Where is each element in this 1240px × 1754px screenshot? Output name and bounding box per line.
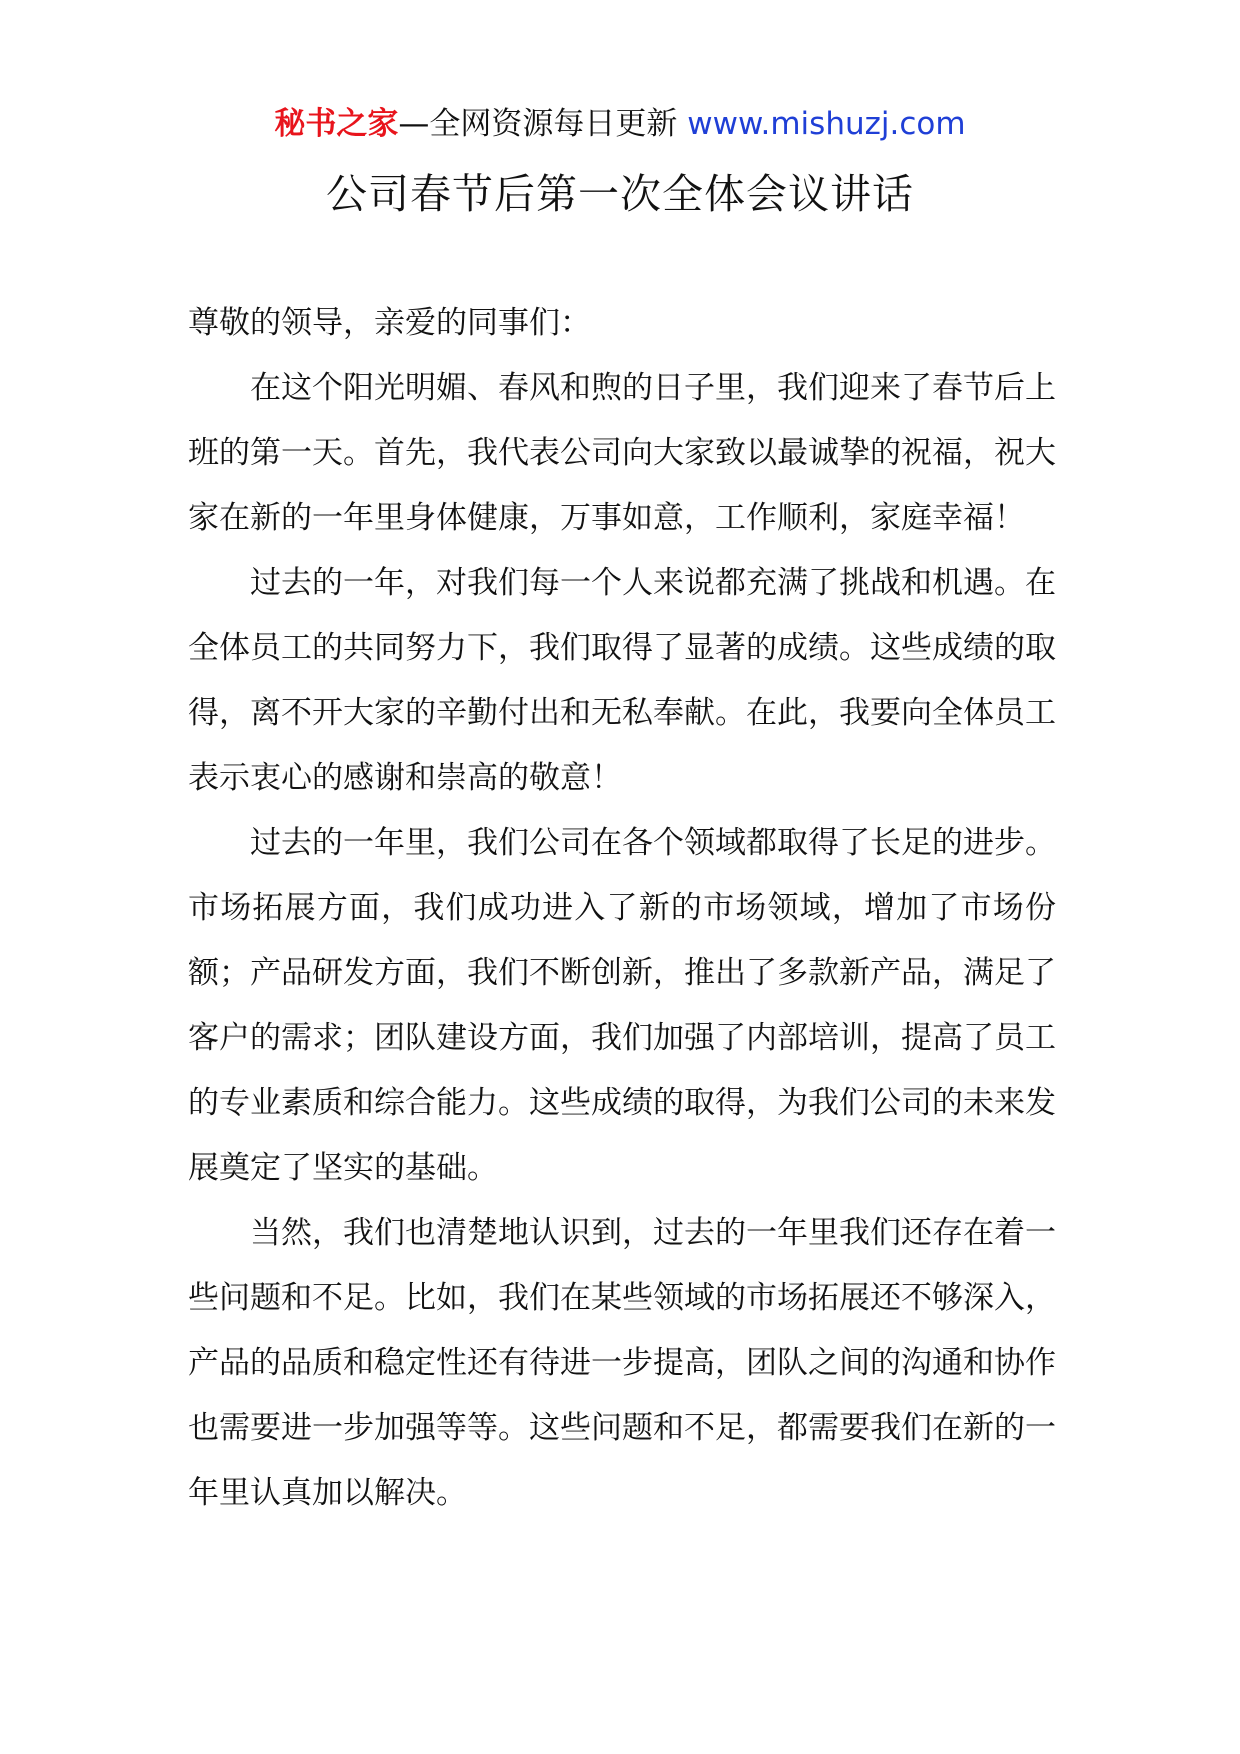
body-paragraph: 在这个阳光明媚、春风和煦的日子里，我们迎来了春节后上班的第一天。首先，我代表公司向大家致以最诚挚的祝福，祝大家在新的一年里身体健康，万事如意，工作顺利，家庭幸福！: [188, 370, 1056, 536]
page-header: [0, 100, 1240, 148]
body-paragraph: 过去的一年，对我们每一个人来说都充满了挑战和机遇。在全体员工的共同努力下，我们取得了显著的成绩。这些成绩的取得，离不开大家的辛勤付出和无私奉献。在此，我要向全体员工表示衷心的感谢和崇高的敬意！: [188, 565, 1056, 796]
document-title: 公司春节后第一次全体会议讲话: [326, 170, 914, 218]
header-tagline: —全网资源每日更新: [398, 106, 678, 142]
body-paragraph: 过去的一年里，我们公司在各个领域都取得了长足的进步。市场拓展方面，我们成功进入了新的市场领域，增加了市场份额；产品研发方面，我们不断创新，推出了多款新产品，满足了客户的需求；团队建设方面，我们加强了内部培训，提高了员工的专业素质和综合能力。这些成绩的取得，为我们公司的未来发展奠定了坚实的基础。: [188, 825, 1056, 1186]
site-url-link[interactable]: www.mishuzj.com: [687, 106, 966, 142]
body-paragraph: 当然，我们也清楚地认识到，过去的一年里我们还存在着一些问题和不足。比如，我们在某些领域的市场拓展还不够深入，产品的品质和稳定性还有待进一步提高，团队之间的沟通和协作也需要进一步加强等等。这些问题和不足，都需要我们在新的一年里认真加以解决。: [188, 1215, 1056, 1511]
document-body: [188, 291, 1056, 1526]
salutation: 尊敬的领导，亲爱的同事们：: [188, 305, 591, 341]
brand-name: 秘书之家: [274, 106, 399, 142]
